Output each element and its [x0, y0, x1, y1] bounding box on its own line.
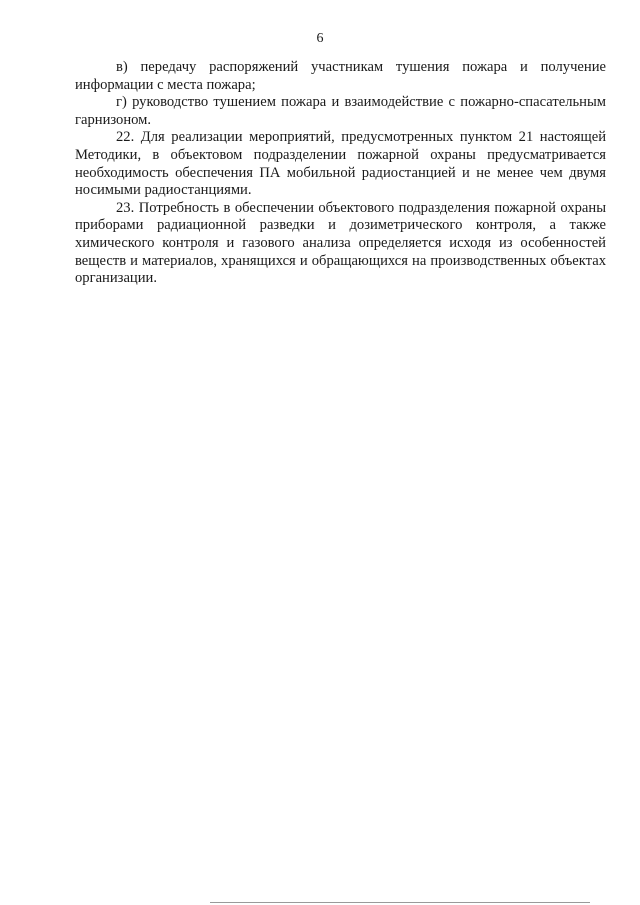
paragraph-22: 22. Для реализации мероприятий, предусмотренных пунктом 21 настоящей Методики, в объектовом подразделении пожарной охраны предусматривается необходимость обеспечения ПА мобильной радиостанцией и не менее чем двумя носимыми радиостанциями.	[75, 129, 606, 199]
paragraph-item-v: в) передачу распоряжений участникам тушения пожара и получение информации с места пожара;	[75, 59, 606, 93]
paragraph-23: 23. Потребность в обеспечении объектового подразделения пожарной охраны приборами радиационной разведки и дозиметрического контроля, а также химического контроля и газового анализа определяется исходя из особенностей веществ и материалов, хранящихся и обращающихся на производственных объектах организации.	[75, 199, 606, 287]
paragraph-item-g: г) руководство тушением пожара и взаимодействие с пожарно-спасательным гарнизоном.	[75, 94, 606, 128]
document-body	[75, 59, 606, 288]
page-number: 6	[316, 31, 324, 46]
scan-edge-line	[210, 902, 590, 903]
